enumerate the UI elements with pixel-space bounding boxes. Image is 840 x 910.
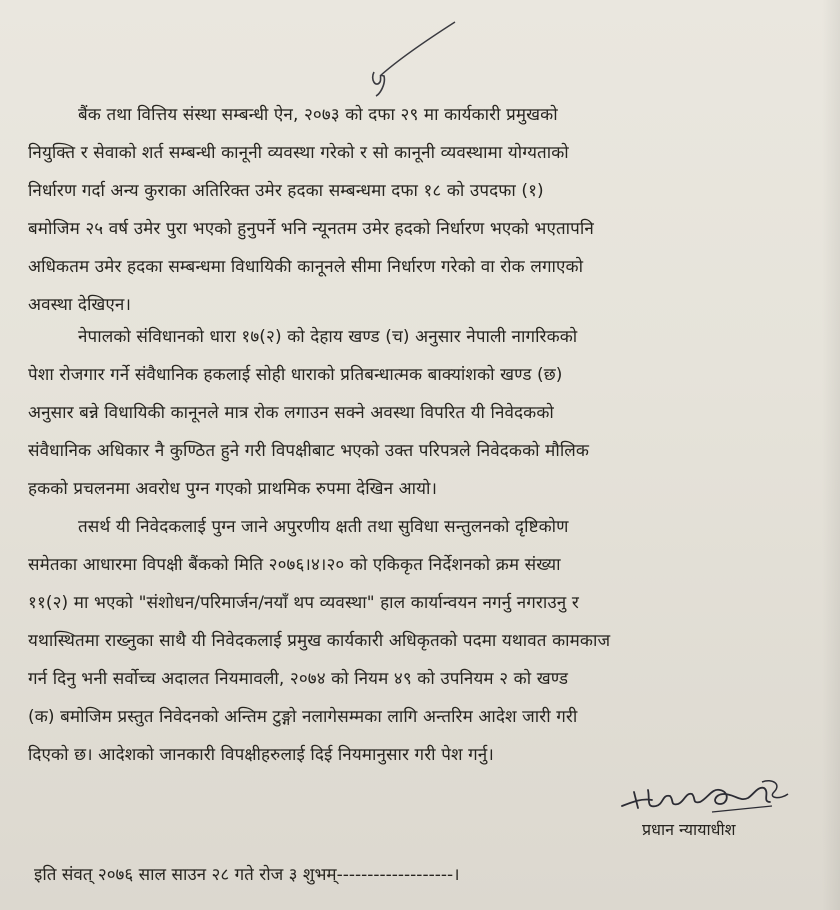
paragraph-2 <box>28 318 778 508</box>
text-line: समेतका आधारमा विपक्षी बैंकको मिति २०७६।४।२० को एकिकृत निर्देशनको क्रम संख्या <box>28 555 561 575</box>
page-edge-shadow <box>822 0 840 910</box>
text-line: दिएको छ। आदेशको जानकारी विपक्षीहरुलाई दिई नियमानुसार गरी पेश गर्नु। <box>28 745 494 765</box>
text-line: बमोजिम २५ वर्ष उमेर पुरा भएको हुनुपर्ने भनि न्यूनतम उमेर हदको निर्धारण भएको भएतापनि <box>28 219 594 239</box>
signature-block <box>612 772 812 839</box>
text-line: पेशा रोजगार गर्ने संवैधानिक हकलाई सोही धाराको प्रतिबन्धात्मक बाक्यांशको खण्ड (छ) <box>28 365 563 385</box>
footer-date-line: इति संवत् २०७६ साल साउन २८ गते रोज ३ शुभम्-------------------। <box>34 865 460 885</box>
paragraph-3 <box>28 508 778 774</box>
handwritten-signature <box>612 772 812 816</box>
text-line: हकको प्रचलनमा अवरोध पुग्न गएको प्राथमिक रुपमा देखिन आयो। <box>28 479 438 499</box>
text-line: बैंक तथा वित्तिय संस्था सम्बन्धी ऐन, २०७३ को दफा २९ मा कार्यकारी प्रमुखको <box>78 105 558 125</box>
text-line: नेपालको संविधानको धारा १७(२) को देहाय खण्ड (च) अनुसार नेपाली नागरिकको <box>78 327 578 347</box>
text-line: अवस्था देखिएन। <box>28 295 131 315</box>
text-line: संवैधानिक अधिकार नै कुण्ठित हुने गरी विपक्षीबाट भएको उक्त परिपत्रले निवेदकको मौलिक <box>28 441 590 461</box>
text-line: निर्धारण गर्दा अन्य कुराका अतिरिक्त उमेर हदका सम्बन्धमा दफा १८ को उपदफा (१) <box>28 181 544 201</box>
text-line: नियुक्ति र सेवाको शर्त सम्बन्धी कानूनी व्यवस्था गरेको र सो कानूनी व्यवस्थामा योग्यताको <box>28 143 569 163</box>
text-line: तसर्थ यी निवेदकलाई पुग्न जाने अपुरणीय क्षती तथा सुविधा सन्तुलनको दृष्टिकोण <box>78 517 569 537</box>
text-line: यथास्थितमा राख्नुका साथै यी निवेदकलाई प्रमुख कार्यकारी अधिकृतको पदमा यथावत कामकाज <box>28 631 611 651</box>
text-line: अधिकतम उमेर हदका सम्बन्धमा विधायिकी कानूनले सीमा निर्धारण गरेको वा रोक लगाएको <box>28 257 584 277</box>
text-line: गर्न दिनु भनी सर्वोच्च अदालत नियमावली, २०७४ को नियम ४९ को उपनियम २ को खण्ड <box>28 669 569 689</box>
text-line: (क) बमोजिम प्रस्तुत निवेदनको अन्तिम टुङ्गो नलागेसम्मका लागि अन्तरिम आदेश जारी गरी <box>28 707 578 727</box>
signatory-title: प्रधान न्यायाधीश <box>642 820 736 839</box>
text-line: अनुसार बन्ने विधायिकी कानूनले मात्र रोक लगाउन सक्ने अवस्था विपरित यी निवेदकको <box>28 403 554 423</box>
paragraph-1 <box>28 96 778 324</box>
text-line: ११(२) मा भएको "संशोधन/परिमार्जन/नयाँ थप व्यवस्था" हाल कार्यान्वयन नगर्नु नगराउनु र <box>28 593 579 613</box>
pen-stroke-mark <box>350 18 460 98</box>
